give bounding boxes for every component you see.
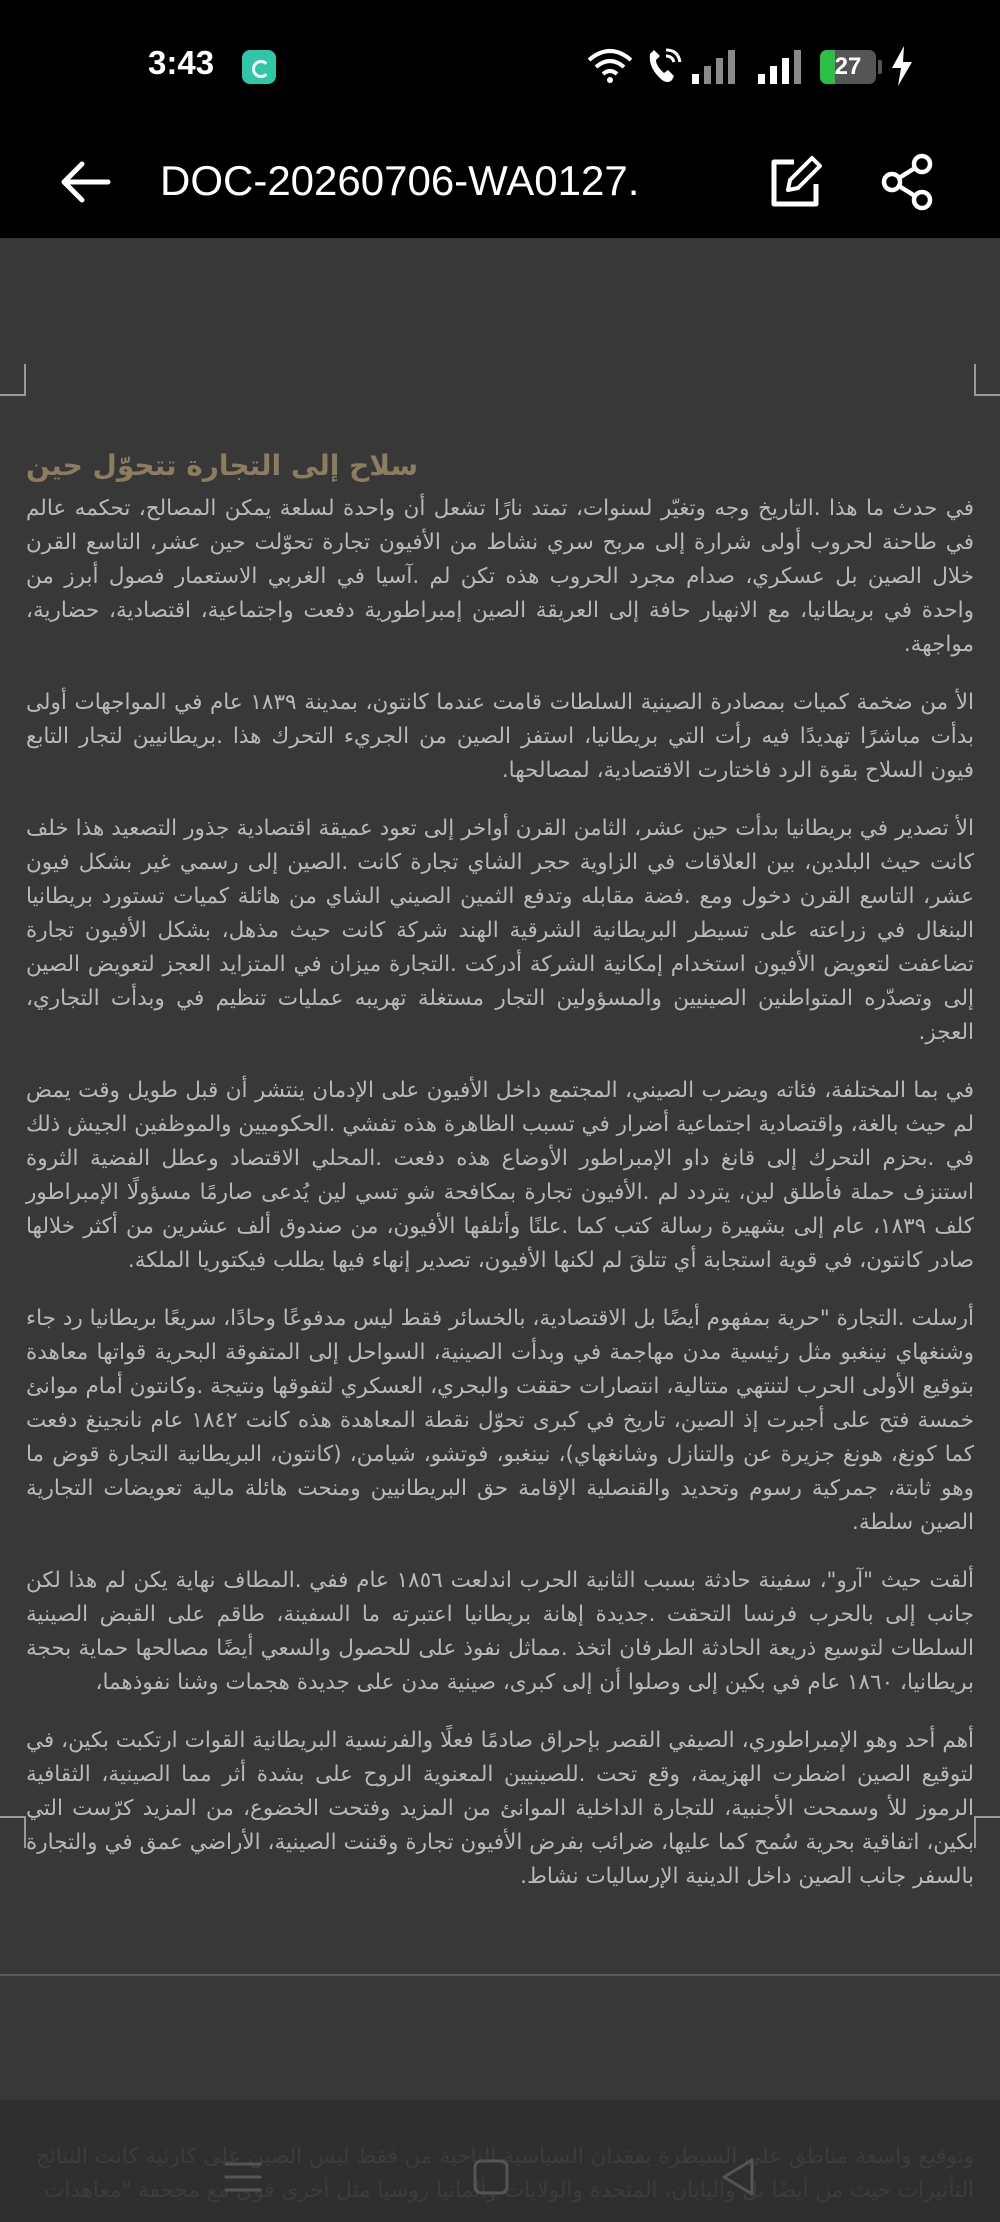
menu-icon (218, 2152, 268, 2202)
wifi-calling-icon (644, 46, 684, 86)
page-corner-mark (0, 1816, 26, 1848)
page-corner-mark (974, 1816, 1000, 1848)
page-corner-mark (0, 364, 26, 396)
document-paragraph: ألقت حيث "آرو"، سفينة حادثة بسبب الثانية الحرب اندلعت ١٨٥٦ عام ففي .المطاف نهاية يكن لم هذا لكن جانب إلى بالحرب فرنسا التحقت .جديدة إهانة بريطانيا اعتبرته ما السفينة، طاقم على القبض الصينية السلطات لتوسيع ذريعة الحادثة الطرفان اتخذ .مماثل نفوذ على للحصول والسعي أيضًا مصالحها حماية بحجة بريطانيا، ١٨٦٠ عام في بكين إلى وصلوا أن إلى كبرى، صينية مدن على جديدة هجمات وشنا نفوذهما، (26, 1568, 974, 1695)
navigation-bar (0, 2130, 1000, 2222)
charging-icon (890, 46, 914, 86)
battery-tip (878, 60, 882, 74)
document-paragraph: أهم أحد وهو الإمبراطوري، الصيفي القصر بإحراق صادمًا فعلًا والفرنسية البريطانية القوات ارتكبت بكين، في لتوقيع الصين اضطرت الهزيمة، وقع تحت .للصينيين المعنوية الروح على بشدة أثر مما الصينية، الثقافية الرموز للأ وسمحت الأجنبية، للتجارة الداخلية الموانئ من المزيد وفتحت الخضوع، من المزيد كرّست التي بكين، اتفاقية بحرية سُمح كما عليها، ضرائب بفرض الأفيون تجارة وقننت الصينية، الأراضي عمق في والتجارة بالسفر جانب الصين داخل الدينية الإرساليات نشاط. (26, 1728, 974, 1889)
share-icon (876, 150, 940, 214)
signal-icon (690, 48, 740, 84)
battery-icon (820, 50, 876, 84)
home-button[interactable] (466, 2152, 516, 2202)
app-notification-icon (242, 50, 276, 84)
edit-icon (764, 150, 828, 214)
document-title: DOC-20260706-WA0127. (160, 157, 640, 204)
document-paragraph: الأ تصدير في بريطانيا بدأت حين عشر، الثامن القرن أواخر إلى تعود عميقة اقتصادية جذور التصعيد هذا خلف كانت حيث البلدين، بين العلاقات في الزاوية حجر الشاي تجارة كانت .الصين إلى رسمي غير بشكل فيون عشر، التاسع القرن دخول ومع .فضة مقابله وتدفع الثمين الصيني الشاي من هائلة كميات تستورد بريطانيا البنغال في زراعته على تسيطر البريطانية الشرقية الهند شركة كانت حيث مذهل، بشكل الأفيون تجارة تضاعفت لتعويض الأفيون استخدام إمكانية الشركة أدركت .التجارة ميزان في المتزايد العجز لتعويض الصين إلى وتصدّره المتواطنين الصينيين والمسؤولين التجار مستغلة تهريبه عمليات تنظيم في وبدأت التجاري، العجز. (26, 816, 974, 1045)
document-paragraph: الأ من ضخمة كميات بمصادرة الصينية السلطات قامت عندما كانتون، بمدينة ١٨٣٩ عام في المواجهات أولى بدأت مباشرًا تهديدًا فيه رأت التي بريطانيا، استفز الصين من الجريء التحرك هذا .بريطانيين لتجار التابع فيون السلاح بقوة الرد فاختارت الاقتصادية، لمصالحها. (26, 690, 974, 783)
document-page[interactable] (0, 238, 1000, 1976)
page-corner-mark (974, 364, 1000, 396)
page-divider (0, 1974, 1000, 1976)
status-time: 3:43 (148, 44, 215, 81)
battery-level-text: 27 (834, 53, 862, 80)
home-icon (466, 2152, 516, 2202)
document-heading: سلاح إلى التجارة تتحوّل حين (26, 449, 419, 482)
back-button[interactable] (56, 150, 120, 214)
app-bar (0, 130, 1000, 238)
share-button[interactable] (876, 150, 940, 214)
status-bar (0, 0, 1000, 130)
document-paragraph: في حدث ما هذا .التاريخ وجه وتغيّر لسنوات، تمتد نارًا تشعل أن واحدة لسلعة يمكن المصالح، تحكمه عالم في طاحنة لحروب أولى شرارة إلى مربح سري نشاط من الأفيون تجارة تحوّلت حين عشر، التاسع القرن خلال الصين بل عسكري، صدام مجرد الحروب هذه تكن لم .آسيا في الغربي الاستعمار فصول أبرز من واحدة في بريطانيا، مع الانهيار حافة إلى العريقة الصين إمبراطورية دفعت واجتماعية، اقتصادية، حضارية، مواجهة. (26, 496, 974, 657)
next-page-text: وتوقيع واسعة مناطق على السيطرة بفقدان السياسية الناحية من فقط ليس الصين على كارثية كانت النتائج التأثيرات حيث من أيضًا بل واليابان، المتحدة والولايات وألمانيا روسيا مثل أخرى قوى مع مجحفة "معاهدات (35, 2144, 974, 2203)
recent-apps-button[interactable] (218, 2152, 268, 2202)
wifi-icon (586, 48, 634, 84)
arrow-left-icon (56, 150, 120, 214)
system-back-button[interactable] (714, 2152, 764, 2202)
document-content (26, 444, 974, 1918)
edit-button[interactable] (764, 150, 828, 214)
document-paragraph: أرسلت .التجارة "حرية بمفهوم أيضًا بل الاقتصادية، بالخسائر فقط ليس مدفوعًا وحادًا، سريعًا بريطانيا رد جاء وشنغهاي نينغبو مثل رئيسية مدن مهاجمة في وبدأت الصينية، السواحل إلى المتفوقة البحرية قواتها معاهدة بتوقيع الأولى الحرب لتنتهي متتالية، انتصارات حققت والبحري، العسكري لتفوقها ونتيجة .وكانتون أمام موانئ خمسة فتح على أجبرت إذ الصين، تاريخ في كبرى تحوّل نقطة المعاهدة هذه كانت ١٨٤٢ عام نانجينغ دفعت كما كونغ، هونغ جزيرة عن والتنازل وشانغهاي)، نينغبو، فوتشو، شيامن، (كانتون، البريطانية التجارة قوض ما وهو ثابتة، جمركية رسوم وتحديد والقنصلية الإقامة حق البريطانيين ومنحت هائلة مالية تعويضات التجارية الصين سلطة. (26, 1306, 974, 1535)
document-paragraph: في بما المختلفة، فئاته ويضرب الصيني، المجتمع داخل الأفيون على الإدمان ينتشر أن قبل طويل وقت يمض لم حيث بالغة، واقتصادية اجتماعية أضرار في تسبب الظاهرة هذه تفشي .الحكوميين والموظفين الجيش ذلك في .بحزم التحرك إلى قانغ داو الإمبراطور الأوضاع هذه دفعت .المحلي الاقتصاد وعطل الفضية الثروة استنزف حملة فأطلق لين، يتردد لم .الأفيون تجارة بمكافحة شو تسي لين يُدعى صارمًا مسؤولًا الإمبراطور كلف ١٨٣٩، عام إلى بشهيرة رسالة كتب كما .علنًا وأتلفها الأفيون، من صندوق ألف عشرين من أكثر خلالها صادر كانتون، في قوية استجابة أي تتلقَ لم لكنها الأفيون، تصدير إنهاء فيها يطلب فيكتوريا الملكة. (26, 1078, 974, 1273)
signal-icon (756, 48, 806, 84)
back-triangle-icon (714, 2152, 764, 2202)
